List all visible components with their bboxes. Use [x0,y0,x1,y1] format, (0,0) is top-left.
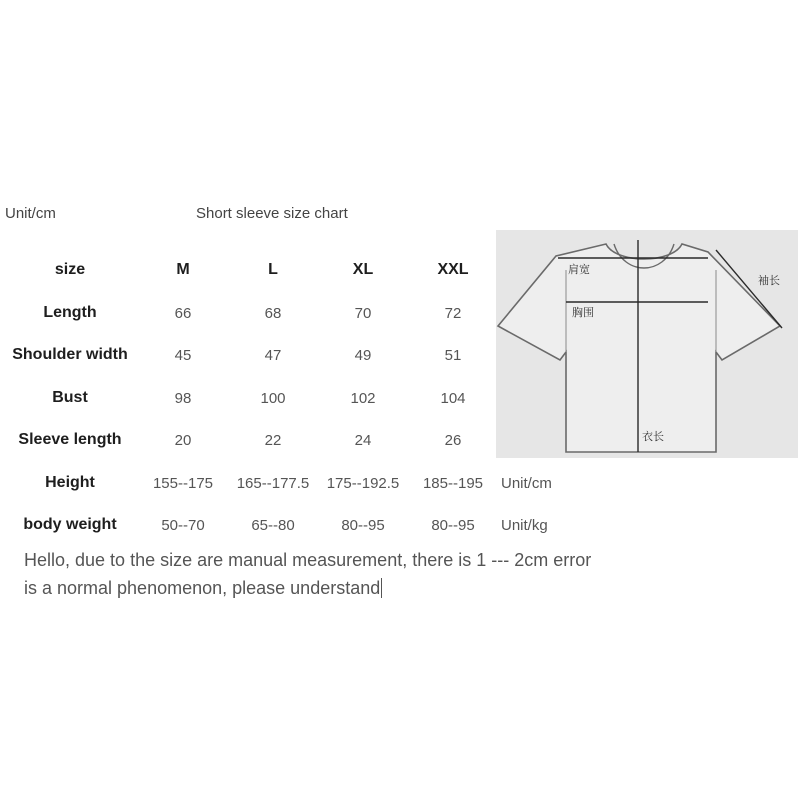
table-cell: 70 [354,305,372,322]
sleeve-label: 袖长 [758,274,780,287]
column-header-size: size [54,261,86,278]
table-cell: 49 [354,347,372,364]
table-cell: 98 [174,390,192,407]
unit-label: Unit/cm [5,205,56,222]
table-cell: 100 [260,390,286,407]
tshirt-diagram-svg [496,230,798,458]
bust-label: 胸围 [572,306,594,319]
row-label-shoulder-width: Shoulder width [12,346,128,363]
table-cell: 47 [264,347,282,364]
chart-title: Short sleeve size chart [196,205,348,222]
table-cell: 104 [440,390,466,407]
row-label-height: Height [45,474,95,491]
table-cell: 72 [444,305,462,322]
row-unit-height: Unit/cm [501,475,552,492]
row-label-body-weight: body weight [23,516,117,533]
table-cell: 22 [264,432,282,449]
note-line-2-text: is a normal phenomenon, please understand [24,578,381,598]
table-cell: 80--95 [431,517,475,534]
row-label-sleeve-length: Sleeve length [18,431,122,448]
table-cell: 175--192.5 [326,475,400,492]
row-unit-body-weight: Unit/kg [501,517,548,534]
table-cell: 24 [354,432,372,449]
measurement-note [24,546,644,602]
table-cell: 65--80 [251,517,295,534]
text-caret [381,578,382,598]
table-cell: 68 [264,305,282,322]
shoulder-label: 肩宽 [568,263,590,276]
column-header-l: L [268,261,278,278]
table-cell: 45 [174,347,192,364]
table-cell: 185--195 [422,475,484,492]
table-cell: 66 [174,305,192,322]
table-cell: 155--175 [152,475,214,492]
note-line-1: Hello, due to the size are manual measurement, there is 1 --- 2cm error [24,550,592,570]
table-cell: 80--95 [341,517,385,534]
table-cell: 51 [444,347,462,364]
table-cell: 165--177.5 [236,475,310,492]
column-header-m: M [176,261,190,278]
column-header-xl: XL [352,261,374,278]
table-cell: 20 [174,432,192,449]
table-cell: 26 [444,432,462,449]
table-cell: 50--70 [161,517,205,534]
length-label: 衣长 [642,430,664,443]
row-label-bust: Bust [52,389,88,406]
row-label-length: Length [43,304,97,321]
note-line-2 [24,574,644,602]
column-header-xxl: XXL [437,261,469,278]
tshirt-measurement-diagram [496,230,798,458]
table-cell: 102 [350,390,376,407]
